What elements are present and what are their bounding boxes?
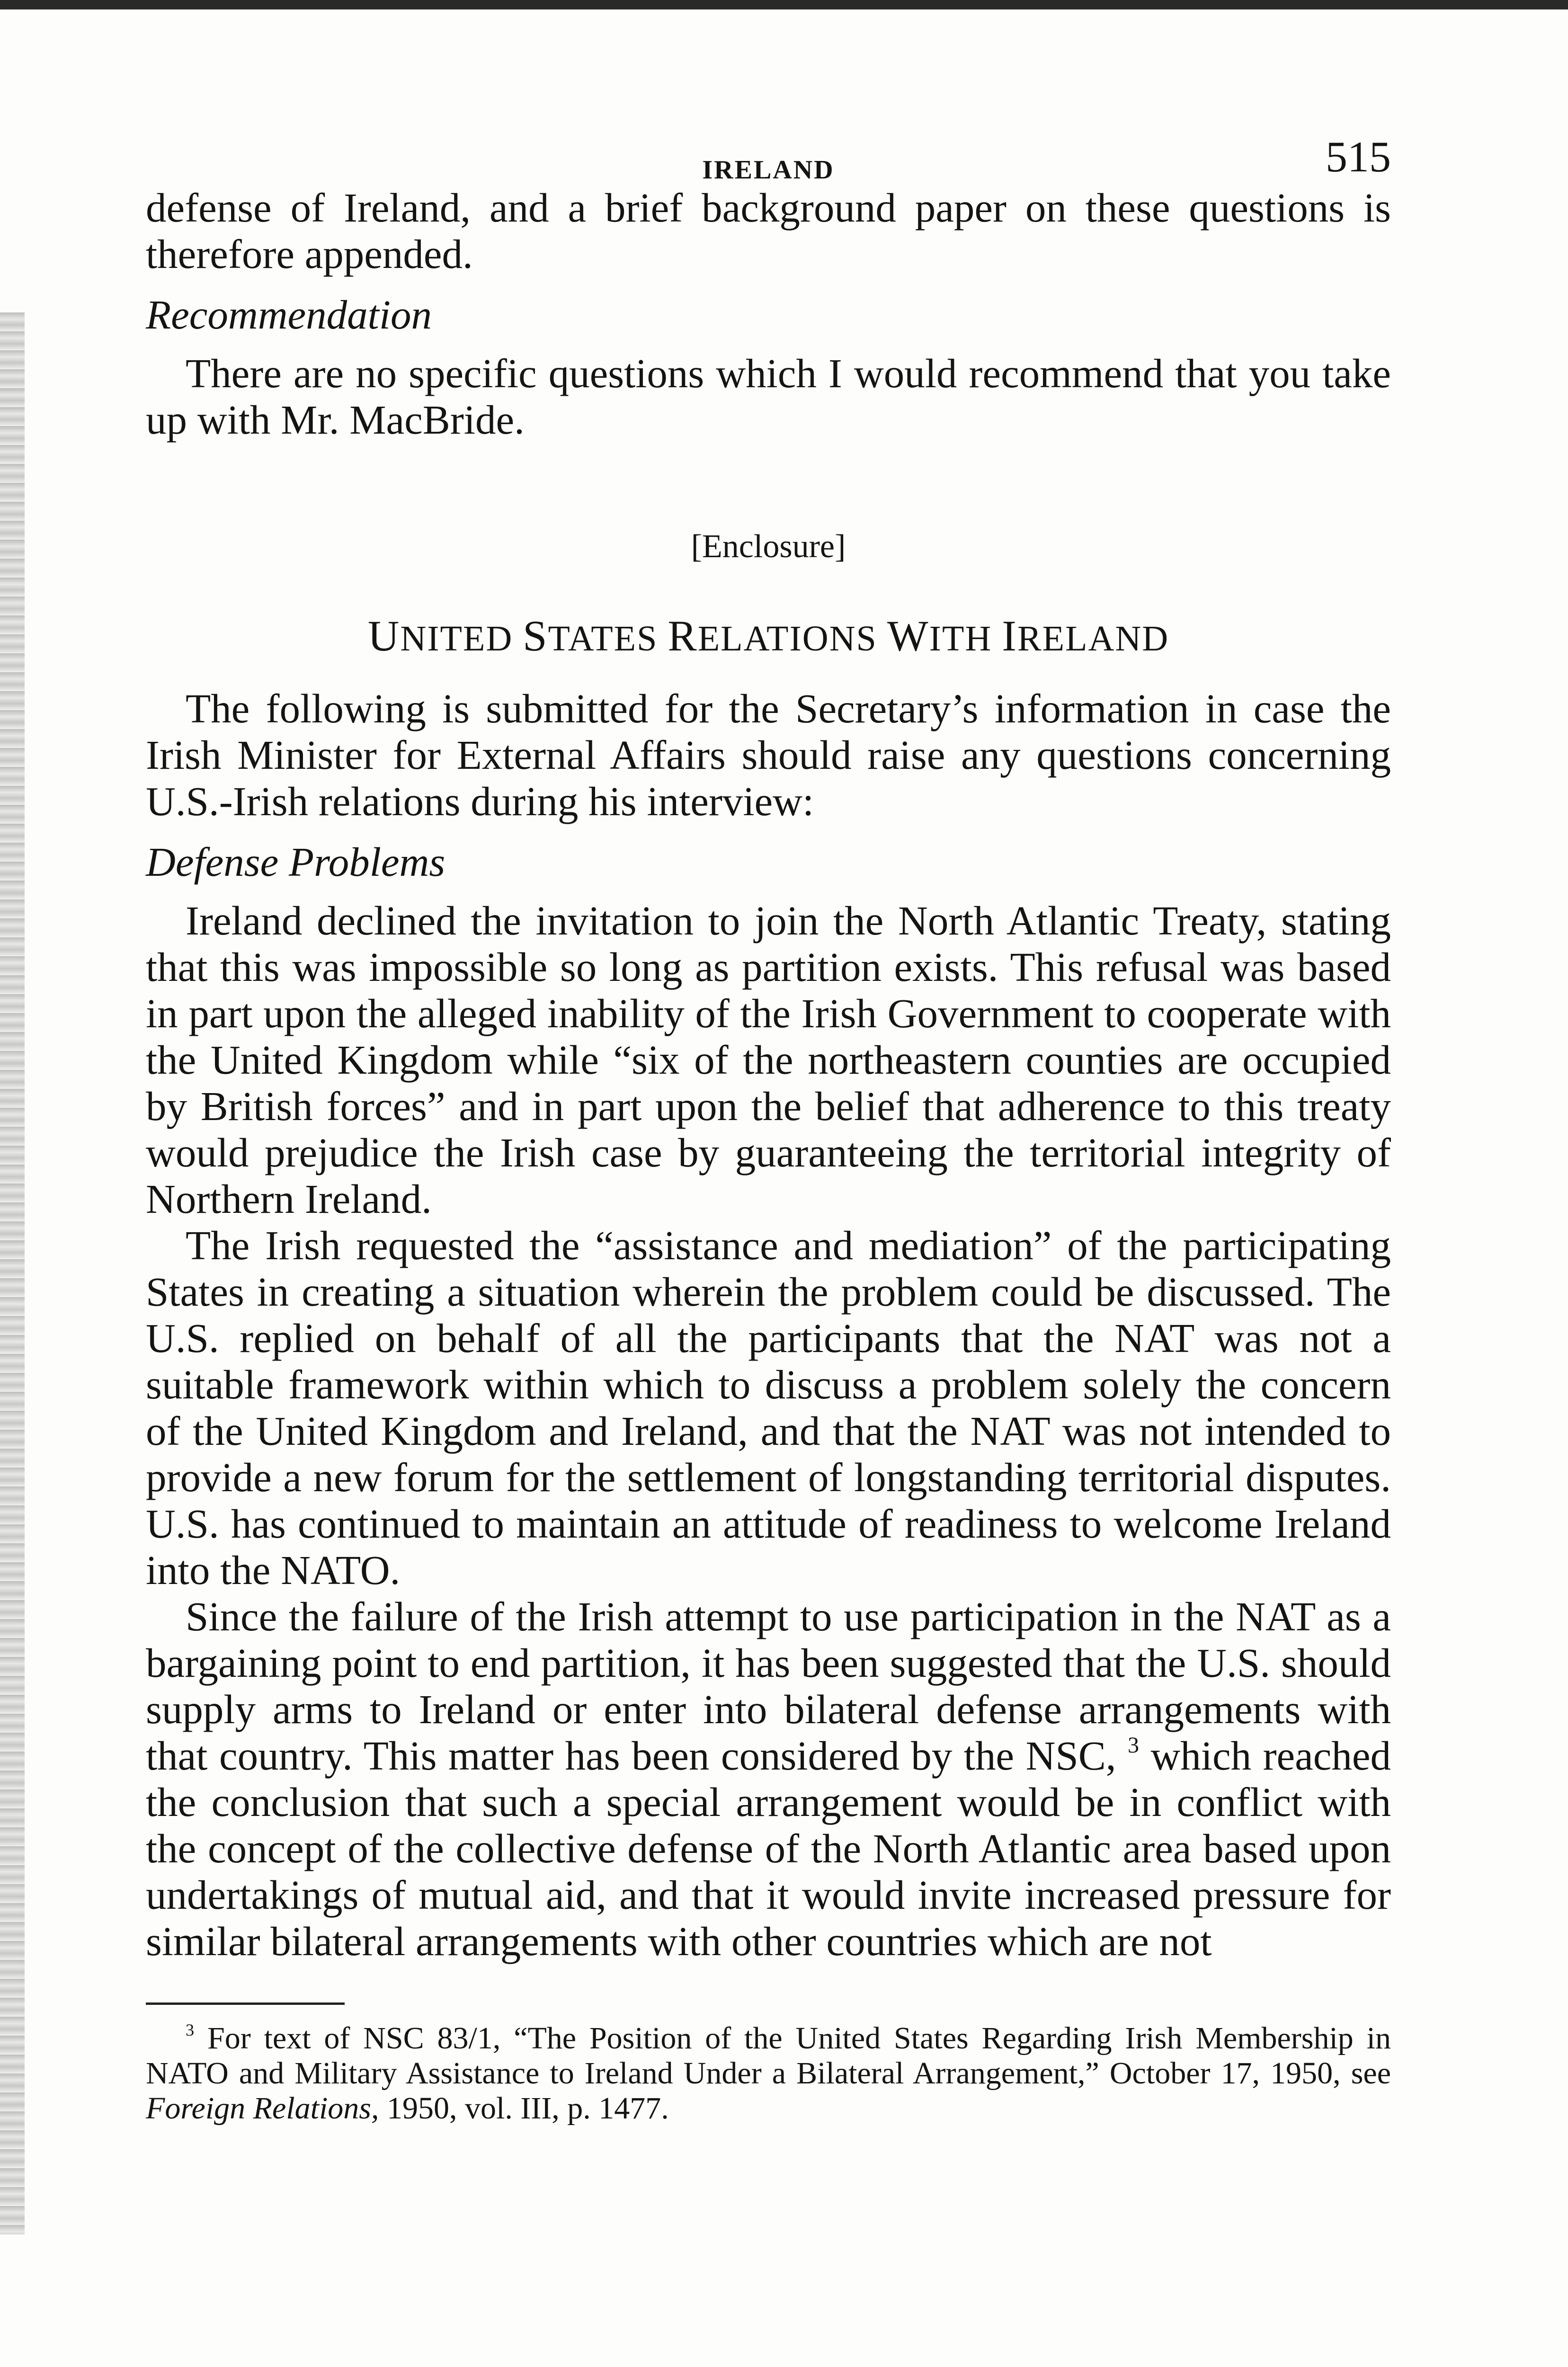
paragraph-3: Since the failure of the Irish attempt to use participation in the NAT as a bargaining point to end partition, it has been suggested that the U.S. should supply arms to Ireland or enter into bilateral defense arrangements with that country. This matter has been considered by the NSC, $^3$ which reached the conclusion that such a special arrangement would be in conflict with the concept of the collective defense of the North Atlantic area based upon undertakings of mutual aid, and that it would invite increased pressure for similar bilateral arrangements with other countries which are not (146, 1593, 1391, 1964)
top-edge-rule (0, 0, 1568, 9)
running-head: IRELAND (702, 155, 835, 185)
page-header (146, 123, 1391, 185)
title-word: IRELAND (1002, 612, 1169, 660)
footnote-marker: 3 (186, 2020, 195, 2039)
title-word: UNITED (367, 612, 513, 660)
document-page (146, 123, 1391, 2126)
recommendation-text: There are no specific questions which I would recommend that you take up with Mr. MacBride. (146, 350, 1391, 443)
binding-edge-shadow (0, 312, 25, 2234)
paragraph-1: Ireland declined the invitation to join the North Atlantic Treaty, stating that this was impossible so long as partition exists. This refusal was based in part upon the alleged inability of the Irish Government to cooperate with the United Kingdom while “six of the northeastern counties are occupied by British forces” and in part upon the belief that adherence to this treaty would prejudice the Irish case by guaranteeing the territorial integrity of Northern Ireland. (146, 898, 1391, 1222)
enclosure-intro: The following is submitted for the Secretary’s information in case the Irish Minister for External Affairs should raise any questions concerning U.S.-Irish relations during his interview: (146, 685, 1391, 824)
title-word: WITH (887, 612, 992, 660)
recommendation-heading: Recommendation (146, 292, 432, 338)
footnote-3: $^3$ For text of NSC 83/1, “The Position of the United States Regarding Irish Membership in NATO and Military Assistance to Ireland Under a Bilateral Arrangement,” October 17, 1950, see Foreign Relations, 1950, vol. III, p. 1477. (146, 2020, 1391, 2126)
title-word: STATES (523, 612, 658, 660)
footnote-reference[interactable]: 3 (1128, 1733, 1139, 1758)
page-number: 515 (1326, 133, 1391, 181)
intro-continuation: defense of Ireland, and a brief background paper on these questions is therefore appended. (146, 185, 1391, 277)
footnote-divider (146, 2002, 345, 2005)
defense-problems-heading: Defense Problems (146, 839, 445, 885)
enclosure-title (146, 613, 1391, 662)
footnote-italic-title: Foreign Relations, (146, 2091, 379, 2126)
title-word: RELATIONS (668, 612, 877, 660)
paragraph-2: The Irish requested the “assistance and mediation” of the participating States in creating a situation wherein the problem could be discussed. The U.S. replied on behalf of all the participants that the NAT was not a suitable framework within which to discuss a problem solely the concern of the United Kingdom and Ireland, and that the NAT was not intended to provide a new forum for the settlement of longstanding territorial disputes. U.S. has continued to maintain an attitude of readiness to welcome Ireland into the NATO. (146, 1222, 1391, 1593)
enclosure-label: [Enclosure] (691, 528, 846, 565)
